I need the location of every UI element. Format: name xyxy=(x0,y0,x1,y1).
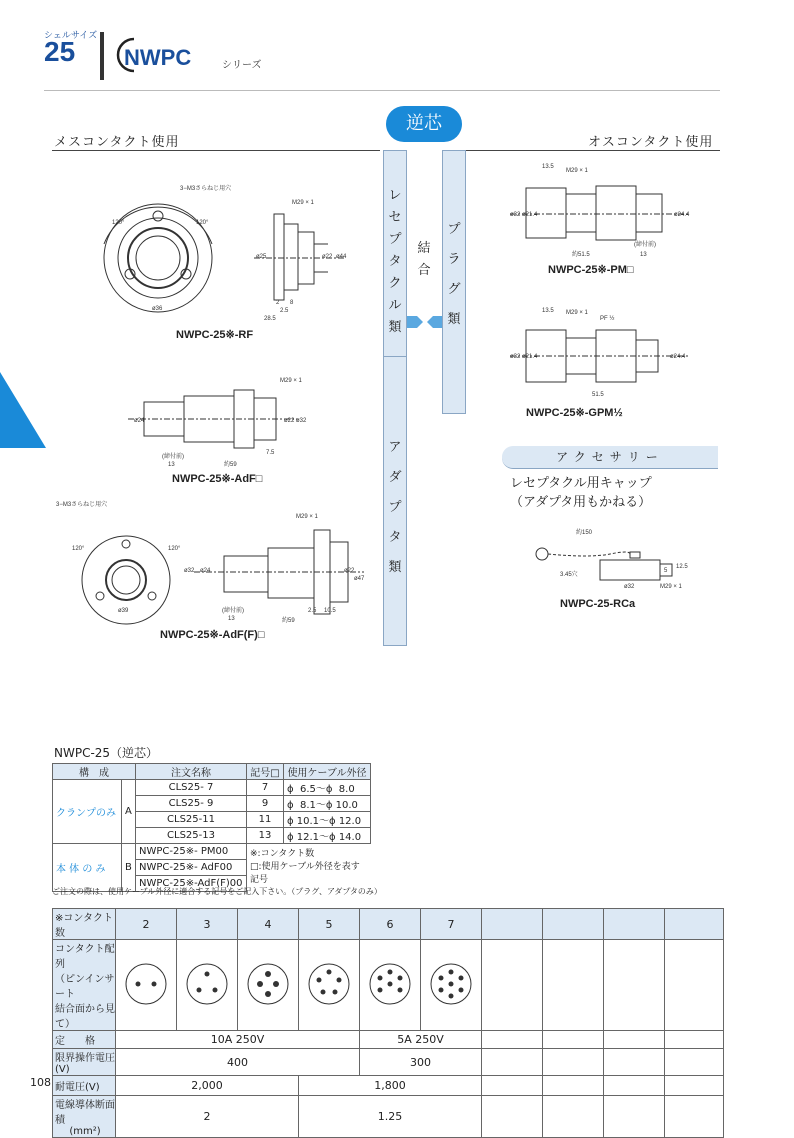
svg-text:M29 × 1: M29 × 1 xyxy=(566,310,588,316)
note-contact-count: ※:コンタクト数 xyxy=(250,849,315,859)
order-table-header-row xyxy=(53,764,371,780)
svg-text:ø47: ø47 xyxy=(354,576,365,582)
side-tab-triangle xyxy=(0,372,46,448)
clamp-code: 11 xyxy=(247,812,284,828)
adf-drawing xyxy=(128,374,328,468)
logo-text: NWPC xyxy=(124,45,192,70)
svg-text:(締付前): (締付前) xyxy=(222,608,244,614)
group-clamp-label: クランプのみ xyxy=(53,780,122,844)
svg-text:ø39: ø39 xyxy=(118,608,129,614)
plug-column xyxy=(442,150,466,414)
page-number: 108 xyxy=(30,1076,51,1089)
spec-table xyxy=(52,908,724,1138)
spec-row-rating xyxy=(53,1031,724,1049)
svg-text:M29 × 1: M29 × 1 xyxy=(292,200,314,206)
spec-h-contacts: ※コンタクト数 xyxy=(53,909,116,940)
clamp-od: ϕ 8.1〜ϕ 10.0 xyxy=(284,796,371,812)
spec-row-contacts xyxy=(53,909,724,940)
withstand-b: 1,800 xyxy=(299,1076,482,1096)
contact-2: 2 xyxy=(116,909,177,940)
adapter-char: タ xyxy=(388,530,402,545)
col-composition: 構 成 xyxy=(53,764,136,780)
body-name: NWPC-25※- AdF00 xyxy=(136,860,247,876)
svg-text:ø21.4: ø21.4 xyxy=(522,212,538,218)
svg-text:13: 13 xyxy=(168,462,175,468)
coupling-char: 合 xyxy=(417,263,431,278)
svg-text:120°: 120° xyxy=(168,546,181,552)
area-b: 1.25 xyxy=(299,1096,482,1138)
table-row xyxy=(53,844,371,860)
svg-text:2: 2 xyxy=(276,300,280,306)
coupling-char: 結 xyxy=(417,241,431,256)
svg-text:M29 × 1: M29 × 1 xyxy=(296,514,318,520)
clamp-code: 13 xyxy=(247,828,284,844)
svg-text:M29 × 1: M29 × 1 xyxy=(660,584,682,590)
receptacle-char: タ xyxy=(388,254,402,269)
svg-text:3−M3さらねじ用穴: 3−M3さらねじ用穴 xyxy=(180,186,232,192)
shell-size-number: 25 xyxy=(44,36,76,67)
svg-text:ø22: ø22 xyxy=(322,254,333,260)
svg-text:12.5: 12.5 xyxy=(676,564,688,570)
svg-text:13.5: 13.5 xyxy=(542,308,554,314)
body-name: NWPC-25※-AdF(F)00 xyxy=(136,876,247,892)
svg-text:ø32: ø32 xyxy=(296,418,307,424)
svg-text:ø24: ø24 xyxy=(200,568,211,574)
receptacle-column xyxy=(383,150,407,357)
svg-text:8: 8 xyxy=(290,300,294,306)
rca-model-label: NWPC-25-RCa xyxy=(560,598,636,610)
group-body-code: B xyxy=(121,844,135,892)
plug-char: プ xyxy=(447,222,461,237)
adapter-char: ア xyxy=(388,440,402,455)
nwpc-logo xyxy=(112,35,216,75)
spec-h-rating: 定 格 xyxy=(53,1031,116,1049)
layout-5 xyxy=(299,940,360,1031)
table-row xyxy=(53,780,371,796)
svg-text:ø32: ø32 xyxy=(510,212,521,218)
svg-text:7.5: 7.5 xyxy=(266,450,275,456)
svg-text:M29 × 1: M29 × 1 xyxy=(280,378,302,384)
female-contact-label: メスコンタクト使用 xyxy=(54,135,180,150)
body-name: NWPC-25※- PM00 xyxy=(136,844,247,860)
receptacle-char: レ xyxy=(388,188,402,203)
reverse-core-badge: 逆芯 xyxy=(386,106,462,142)
adapter-char: 類 xyxy=(388,560,402,575)
contact-7: 7 xyxy=(421,909,482,940)
male-rule xyxy=(462,150,720,151)
pm-model-label: NWPC-25※-PM□ xyxy=(548,264,634,276)
svg-text:(締付前): (締付前) xyxy=(634,242,656,248)
coupling-arrows xyxy=(405,312,445,332)
clamp-code: 9 xyxy=(247,796,284,812)
order-table-title: NWPC-25（逆芯） xyxy=(54,746,159,760)
spec-h-layout: コンタクト配列 （ピンインサート 結合面から見て） xyxy=(53,940,116,1031)
pm-drawing xyxy=(500,160,700,260)
svg-text:ø24.4: ø24.4 xyxy=(674,212,690,218)
receptacle-char: ル xyxy=(388,298,402,313)
accessory-desc-line1: レセプタクル用キャップ xyxy=(510,476,652,491)
adff-model-label: NWPC-25※-AdF(F)□ xyxy=(160,629,265,641)
svg-text:3−M3さらねじ用穴: 3−M3さらねじ用穴 xyxy=(56,502,108,508)
svg-text:ø22: ø22 xyxy=(284,418,295,424)
svg-text:ø32: ø32 xyxy=(624,584,635,590)
spec-h-voltage: 限界操作電圧(V) xyxy=(53,1049,116,1076)
svg-text:(締付前): (締付前) xyxy=(162,454,184,460)
header-divider xyxy=(100,32,104,80)
rf-model-label: NWPC-25※-RF xyxy=(176,329,254,341)
receptacle-char: セ xyxy=(388,210,402,225)
svg-text:ø32: ø32 xyxy=(184,568,195,574)
clamp-name: CLS25- 7 xyxy=(136,780,247,796)
adapter-char: プ xyxy=(388,500,402,515)
rating-b: 5A 250V xyxy=(360,1031,482,1049)
spec-h-area: 電線導体断面積 (mm²) xyxy=(53,1096,116,1138)
spec-row-voltage xyxy=(53,1049,724,1076)
svg-text:13.5: 13.5 xyxy=(542,164,554,170)
female-rule xyxy=(52,150,380,151)
layout-6 xyxy=(360,940,421,1031)
spec-row-area xyxy=(53,1096,724,1138)
group-clamp-code: A xyxy=(121,780,135,844)
col-cable-od: 使用ケーブル外径 xyxy=(284,764,371,780)
svg-text:10.5: 10.5 xyxy=(324,608,336,614)
spec-row-withstand xyxy=(53,1076,724,1096)
note-code-meaning: □:使用ケーブル外径を表す記号 xyxy=(250,862,360,885)
series-suffix: シリーズ xyxy=(222,60,262,71)
col-order-name: 注文名称 xyxy=(136,764,247,780)
svg-text:約59: 約59 xyxy=(224,462,237,468)
adff-drawing xyxy=(54,500,384,628)
adapter-char: ダ xyxy=(388,470,402,485)
svg-text:120°: 120° xyxy=(72,546,85,552)
svg-text:約150: 約150 xyxy=(576,530,593,536)
group-body-label: 本 体 の み xyxy=(53,844,122,892)
rating-a: 10A 250V xyxy=(116,1031,360,1049)
plug-column-text xyxy=(443,151,465,335)
contact-4: 4 xyxy=(238,909,299,940)
clamp-od: ϕ 10.1〜ϕ 12.0 xyxy=(284,812,371,828)
layout-7 xyxy=(421,940,482,1031)
clamp-name: CLS25-11 xyxy=(136,812,247,828)
adapter-column-text xyxy=(384,357,406,583)
header-rule xyxy=(44,90,720,91)
gpm-model-label: NWPC-25※-GPM½ xyxy=(526,407,623,419)
contact-3: 3 xyxy=(177,909,238,940)
area-a: 2 xyxy=(116,1096,299,1138)
receptacle-char: 類 xyxy=(388,320,402,335)
plug-char: グ xyxy=(447,282,461,297)
svg-text:PF ½: PF ½ xyxy=(600,316,615,322)
male-contact-label: オスコンタクト使用 xyxy=(588,135,714,150)
svg-text:28.5: 28.5 xyxy=(264,316,276,322)
svg-text:ø24: ø24 xyxy=(134,418,145,424)
order-footnote: ご注文の際は、使用ケーブル外径に適合する記号をご記入下さい。（プラグ、アダプタのみ） xyxy=(52,887,382,896)
accessory-desc-line2: （アダプタ用もかねる） xyxy=(510,495,652,510)
svg-text:M29 × 1: M29 × 1 xyxy=(566,168,588,174)
rf-drawing xyxy=(84,184,384,330)
svg-text:ø22: ø22 xyxy=(344,568,355,574)
clamp-od: ϕ 12.1〜ϕ 14.0 xyxy=(284,828,371,844)
svg-text:120°: 120° xyxy=(112,220,125,226)
receptacle-column-text xyxy=(384,151,406,339)
accessory-description xyxy=(510,474,652,512)
plug-char: 類 xyxy=(447,312,461,327)
svg-text:約59: 約59 xyxy=(282,618,295,624)
clamp-od: ϕ 6.5〜ϕ 8.0 xyxy=(284,780,371,796)
svg-text:ø25: ø25 xyxy=(256,254,267,260)
svg-text:約51.5: 約51.5 xyxy=(572,252,590,258)
adf-model-label: NWPC-25※-AdF□ xyxy=(172,473,263,485)
svg-text:2.5: 2.5 xyxy=(280,308,289,314)
spec-h-withstand: 耐電圧(V) xyxy=(53,1076,116,1096)
voltage-a: 400 xyxy=(116,1049,360,1076)
accessory-header: アクセサリー xyxy=(502,446,718,469)
adapter-column xyxy=(383,356,407,646)
svg-text:120°: 120° xyxy=(196,220,209,226)
shell-size-label: シェルサイズ xyxy=(44,31,98,41)
layout-2 xyxy=(116,940,177,1031)
layout-4 xyxy=(238,940,299,1031)
svg-text:2.5: 2.5 xyxy=(308,608,317,614)
spec-row-layout xyxy=(53,940,724,1031)
svg-text:ø21.4: ø21.4 xyxy=(522,354,538,360)
withstand-a: 2,000 xyxy=(116,1076,299,1096)
receptacle-char: ク xyxy=(388,276,402,291)
contact-5: 5 xyxy=(299,909,360,940)
clamp-code: 7 xyxy=(247,780,284,796)
layout-3 xyxy=(177,940,238,1031)
svg-text:ø36: ø36 xyxy=(152,306,163,312)
receptacle-char: プ xyxy=(388,232,402,247)
contact-6: 6 xyxy=(360,909,421,940)
coupling-label xyxy=(414,238,434,282)
col-code: 記号□ xyxy=(247,764,284,780)
svg-text:51.5: 51.5 xyxy=(592,392,604,398)
svg-text:ø32: ø32 xyxy=(510,354,521,360)
order-table xyxy=(52,763,371,892)
svg-text:ø44: ø44 xyxy=(336,254,347,260)
clamp-name: CLS25-13 xyxy=(136,828,247,844)
plug-char: ラ xyxy=(447,252,461,267)
svg-text:13: 13 xyxy=(640,252,647,258)
svg-text:3.45穴: 3.45穴 xyxy=(560,572,578,578)
svg-text:5: 5 xyxy=(664,568,668,574)
clamp-name: CLS25- 9 xyxy=(136,796,247,812)
gpm-drawing xyxy=(500,302,700,400)
svg-text:ø24.4: ø24.4 xyxy=(670,354,686,360)
voltage-b: 300 xyxy=(360,1049,482,1076)
rca-drawing xyxy=(530,524,700,594)
svg-text:13: 13 xyxy=(228,616,235,622)
